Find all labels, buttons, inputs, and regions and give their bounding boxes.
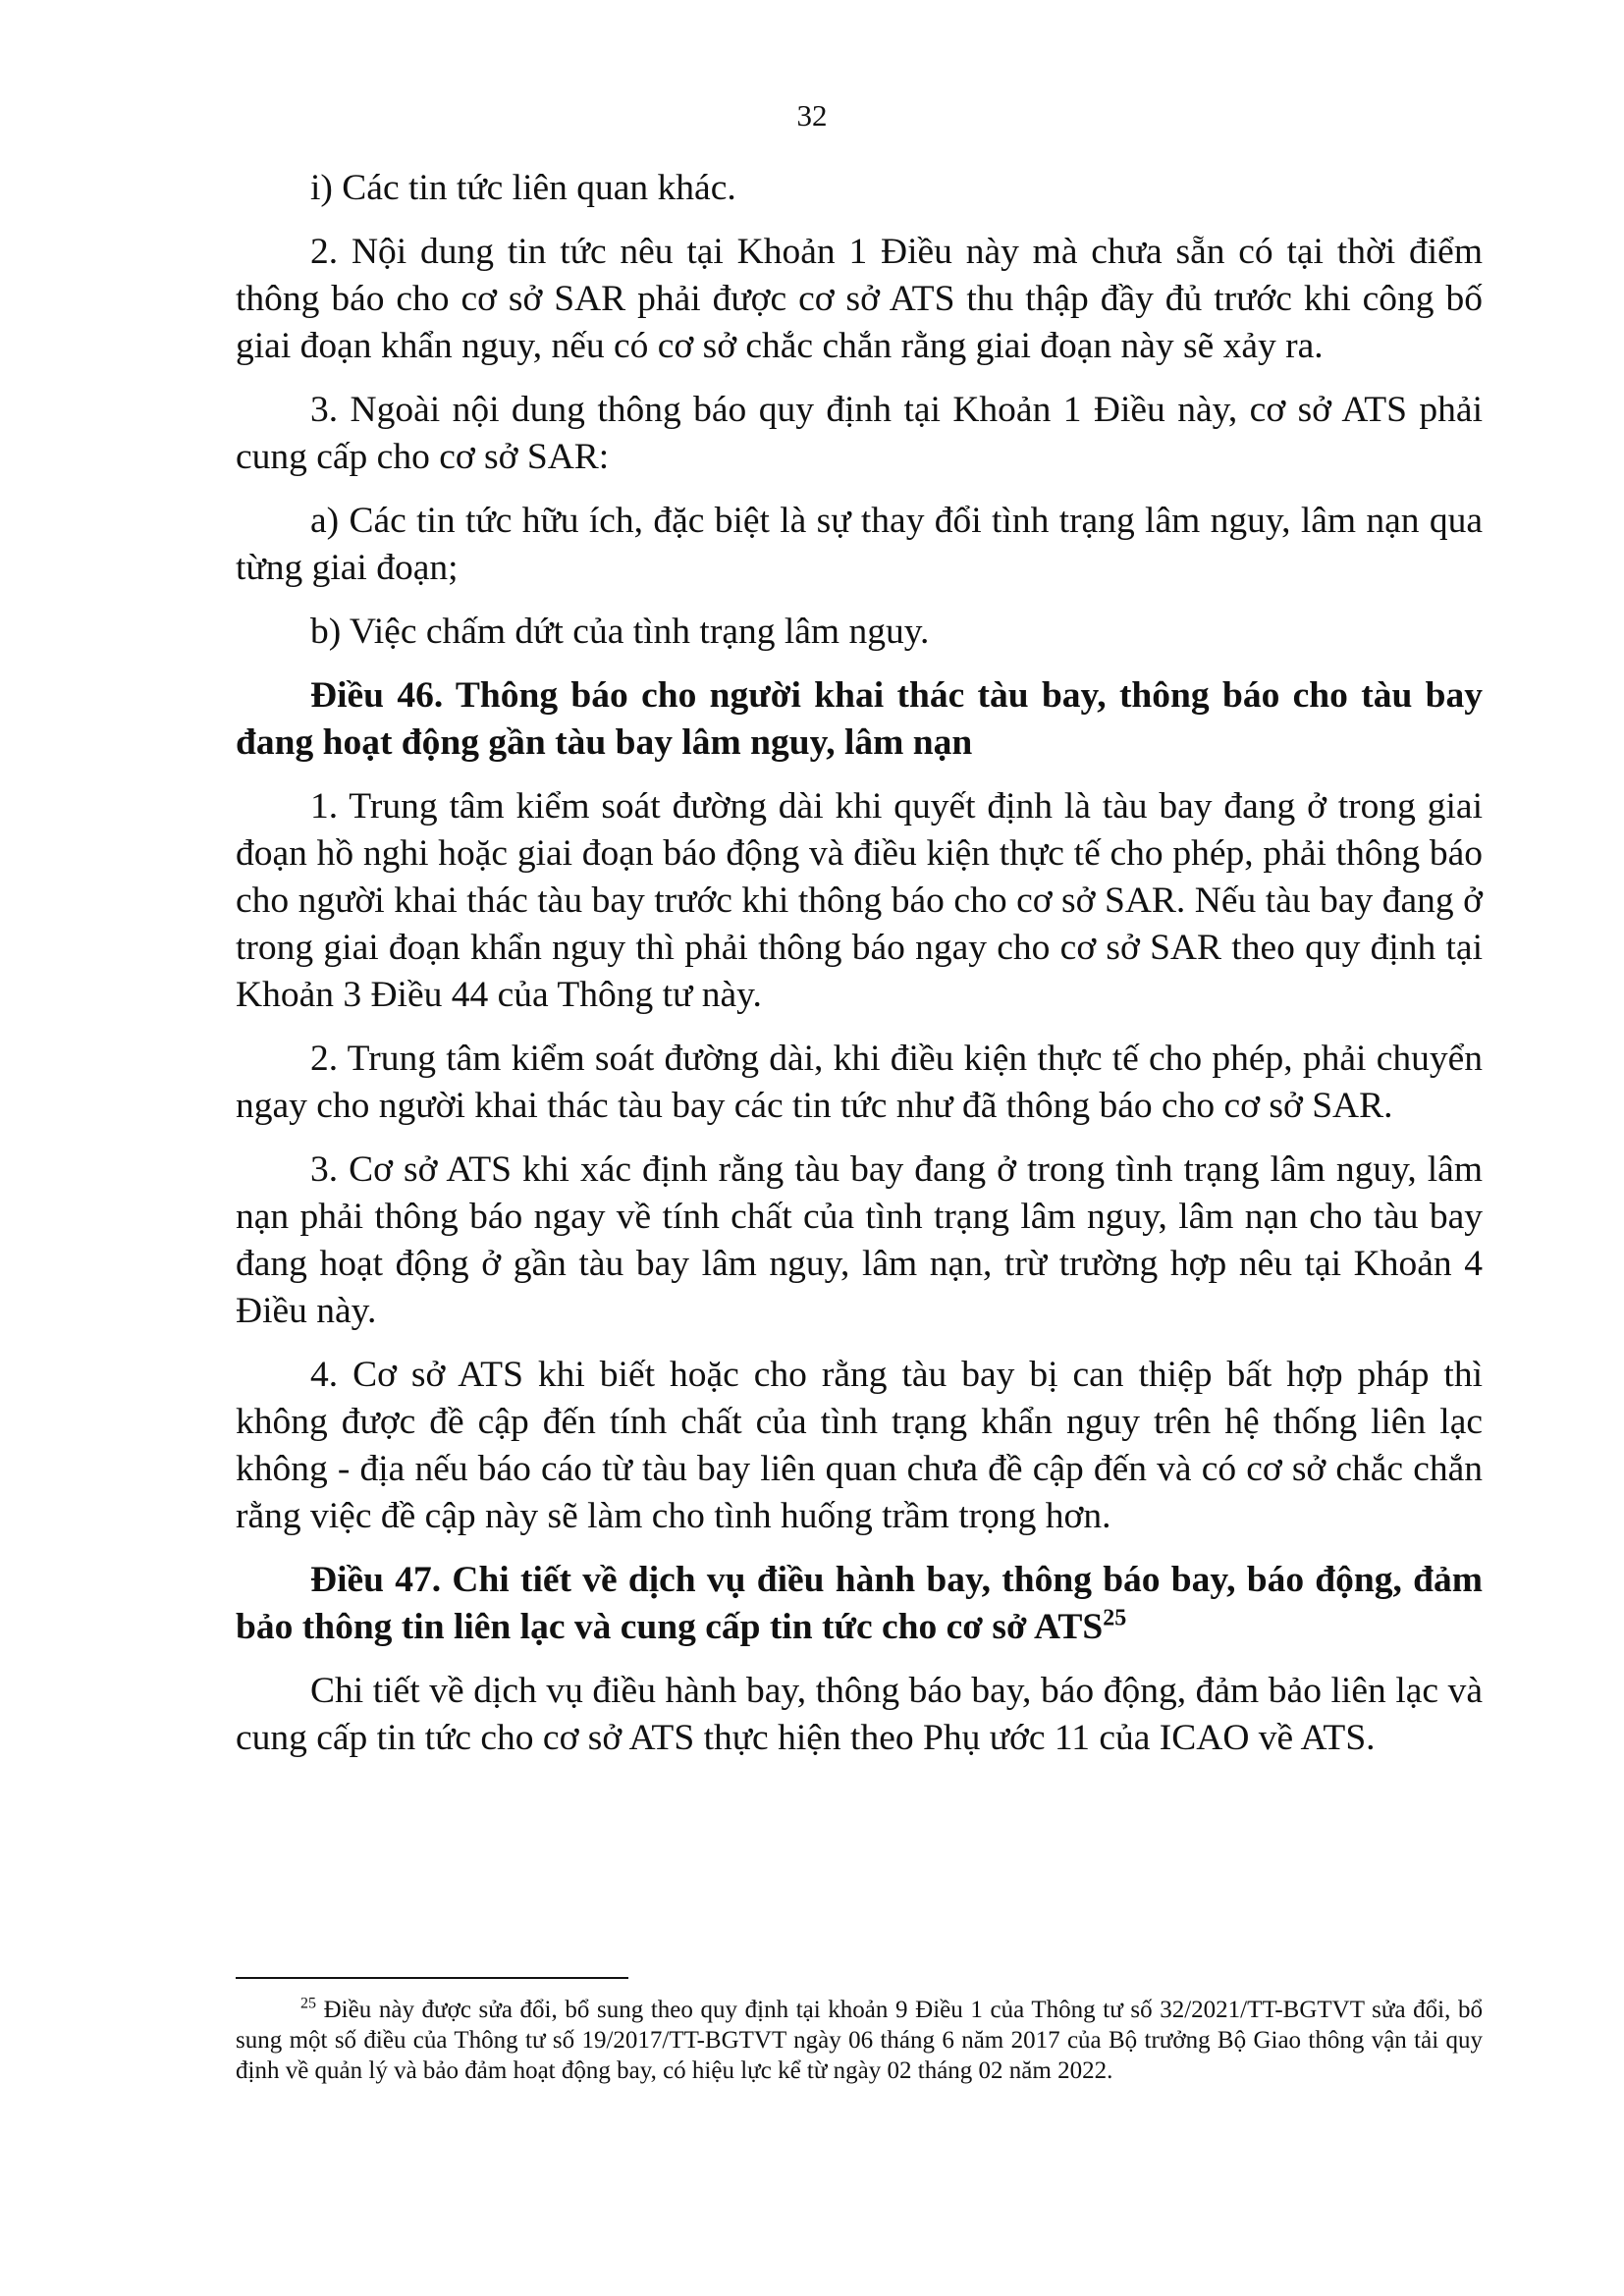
paragraph: 2. Trung tâm kiểm soát đường dài, khi điều kiện thực tế cho phép, phải chuyển ngay cho người khai thác tàu bay các tin tức như đã thông báo cho cơ sở SAR. [236,1039,1483,1126]
footnote [236,1995,1483,2086]
article-47-heading-text: Điều 47. Chi tiết về dịch vụ điều hành bay, thông báo bay, báo động, đảm bảo thông tin liên lạc và cung cấp tin tức cho cơ sở ATS [236,1560,1483,1647]
paragraph: 1. Trung tâm kiểm soát đường dài khi quyết định là tàu bay đang ở trong giai đoạn hồ nghi hoặc giai đoạn báo động và điều kiện thực tế cho phép, phải thông báo cho người khai thác tàu bay trước khi thông báo cho cơ sở SAR. Nếu tàu bay đang ở trong giai đoạn khẩn nguy thì phải thông báo ngay cho cơ sở SAR theo quy định tại Khoản 3 Điều 44 của Thông tư này. [236,786,1483,1015]
paragraph: 2. Nội dung tin tức nêu tại Khoản 1 Điều này mà chưa sẵn có tại thời điểm thông báo cho cơ sở SAR phải được cơ sở ATS thu thập đầy đủ trước khi công bố giai đoạn khẩn nguy, nếu có cơ sở chắc chắn rằng giai đoạn này sẽ xảy ra. [236,232,1483,366]
page-number: 32 [796,98,828,133]
paragraph: Chi tiết về dịch vụ điều hành bay, thông báo bay, báo động, đảm bảo liên lạc và cung cấp tin tức cho cơ sở ATS thực hiện theo Phụ ước 11 của ICAO về ATS. [236,1671,1483,1758]
footnote-text: Điều này được sửa đổi, bổ sung theo quy định tại khoản 9 Điều 1 của Thông tư số 32/2021/TT-BGTVT sửa đổi, bổ sung một số điều của Thông tư số 19/2017/TT-BGTVT ngày 06 tháng 6 năm 2017 của Bộ trưởng Bộ Giao thông vận tải quy định về quản lý và bảo đảm hoạt động bay, có hiệu lực kể từ ngày 02 tháng 02 năm 2022. [236,1997,1483,2084]
paragraph: 3. Ngoài nội dung thông báo quy định tại Khoản 1 Điều này, cơ sở ATS phải cung cấp cho cơ sở SAR: [236,390,1483,477]
footnote-separator [236,1977,628,1979]
paragraph: 4. Cơ sở ATS khi biết hoặc cho rằng tàu bay bị can thiệp bất hợp pháp thì không được đề cập đến tính chất của tình trạng khẩn nguy trên hệ thống liên lạc không - địa nếu báo cáo từ tàu bay liên quan chưa đề cập đến và có cơ sở chắc chắn rằng việc đề cập này sẽ làm cho tình huống trầm trọng hơn. [236,1355,1483,1536]
paragraph: i) Các tin tức liên quan khác. [310,168,736,208]
article-46-heading: Điều 46. Thông báo cho người khai thác tàu bay, thông báo cho tàu bay đang hoạt động gần tàu bay lâm nguy, lâm nạn [236,675,1483,763]
document-body [236,165,1483,1779]
paragraph: a) Các tin tức hữu ích, đặc biệt là sự thay đổi tình trạng lâm nguy, lâm nạn qua từng giai đoạn; [236,501,1483,588]
paragraph: 3. Cơ sở ATS khi xác định rằng tàu bay đang ở trong tình trạng lâm nguy, lâm nạn phải thông báo ngay về tính chất của tình trạng lâm nguy, lâm nạn cho tàu bay đang hoạt động ở gần tàu bay lâm nguy, lâm nạn, trừ trường hợp nêu tại Khoản 4 Điều này. [236,1149,1483,1331]
article-47-heading [236,1557,1483,1651]
footnote-number: 25 [300,1995,316,2012]
paragraph: b) Việc chấm dứt của tình trạng lâm nguy. [310,612,930,652]
footnote-reference[interactable]: 25 [1103,1605,1127,1631]
